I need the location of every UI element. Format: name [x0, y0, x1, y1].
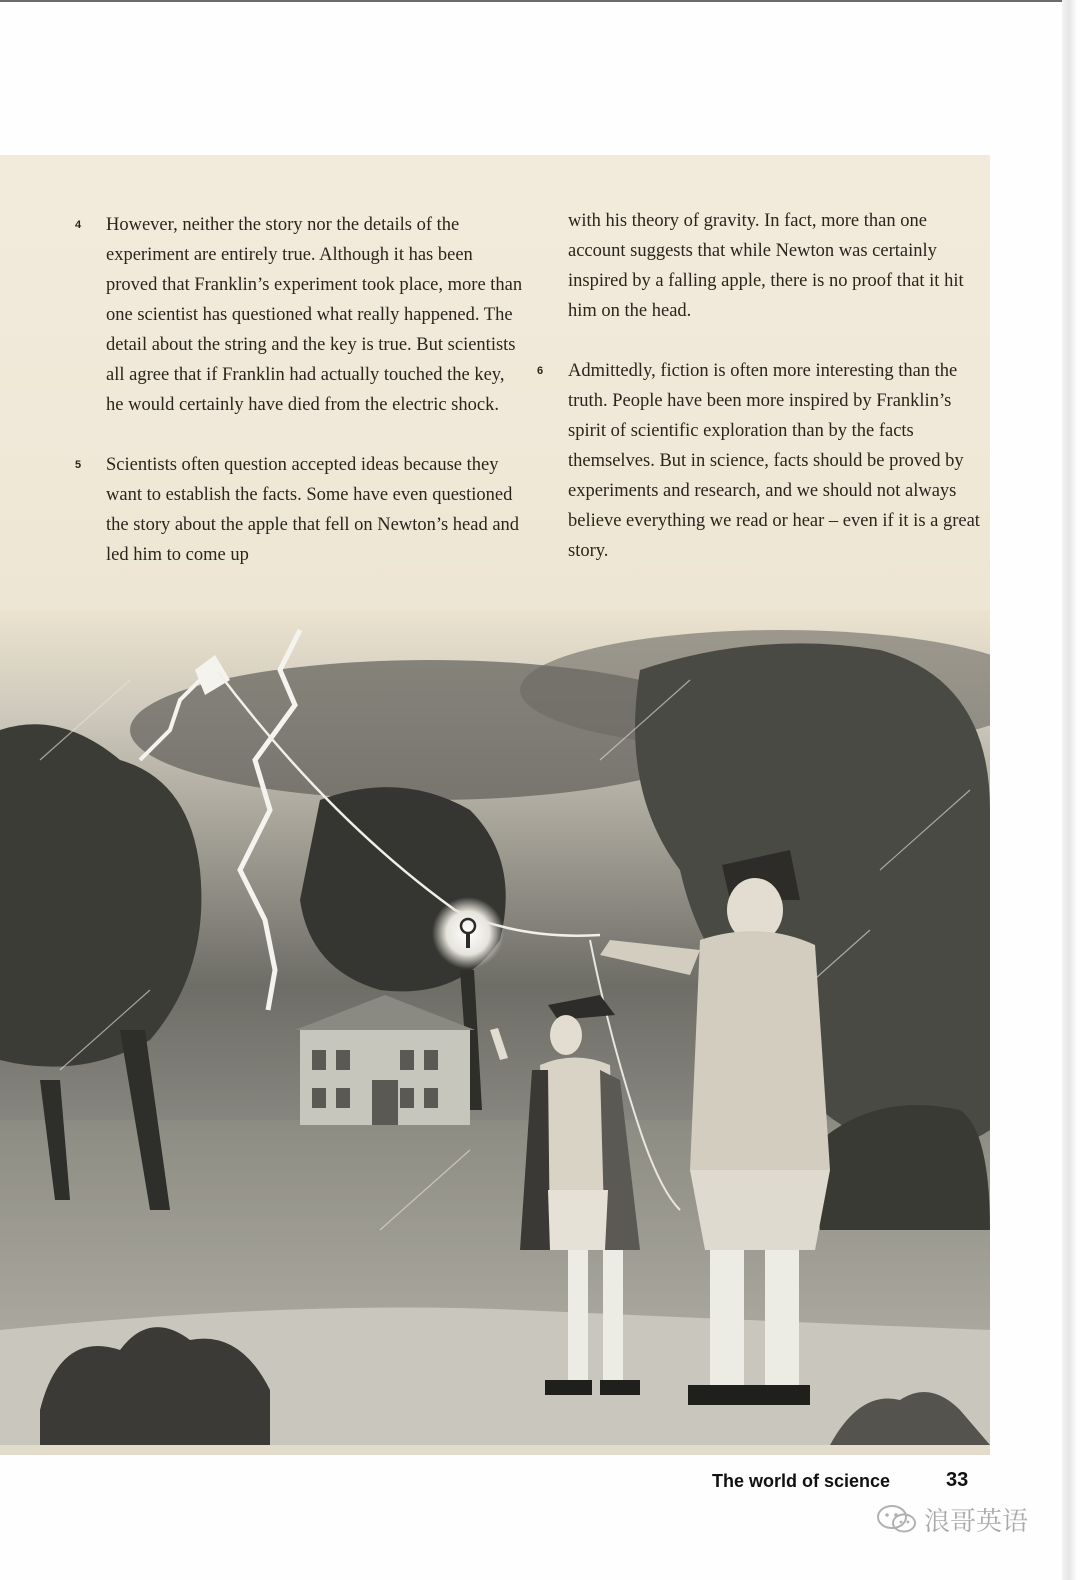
right-column [537, 206, 988, 596]
paragraph-number: 6 [537, 365, 544, 377]
paragraph-4 [75, 210, 526, 420]
wechat-icon [876, 1504, 918, 1534]
franklin-kite-illustration [0, 610, 990, 1445]
paragraph-5-continued [568, 206, 988, 326]
page-edge-top [0, 0, 1070, 2]
paragraph-text: Admittedly, fiction is often more interesting than the truth. People have been more inspired by Franklin’s spirit of scientific exploration than by the facts themselves. But in science, facts should be proved by experiments and research, and we should not always believe everything we read or hear – even if it is a great story. [568, 361, 980, 561]
engraving-svg [0, 610, 990, 1445]
left-column [75, 210, 526, 600]
paragraph-6 [537, 356, 988, 566]
watermark-text: 浪哥英语 [924, 1506, 1029, 1537]
paragraph-text: Scientists often question accepted ideas because they want to establish the facts. Some have even questioned the story about the apple that fell on Newton’s head and led him to come up [106, 455, 520, 565]
watermark [876, 1501, 1028, 1537]
paragraph-number: 4 [75, 219, 82, 231]
paragraph-text: with his theory of gravity. In fact, more than one account suggests that while Newton was certainly inspired by a falling apple, there is no proof that it hit him on the head. [568, 211, 964, 321]
paragraph-number: 5 [75, 459, 82, 471]
page-number: 33 [946, 1469, 969, 1491]
footer-section-title: The world of science [712, 1471, 891, 1491]
paragraph-text: However, neither the story nor the details of the experiment are entirely true. Although it has been proved that Franklin’s experiment took place, more than one scientist has questioned what really happened. The detail about the string and the key is true. But scientists all agree that if Franklin had actually touched the key, he would certainly have died from the electric shock. [106, 215, 523, 415]
key-shaft [466, 932, 470, 948]
page-edge-right [1062, 0, 1076, 1580]
paragraph-5 [75, 450, 526, 570]
